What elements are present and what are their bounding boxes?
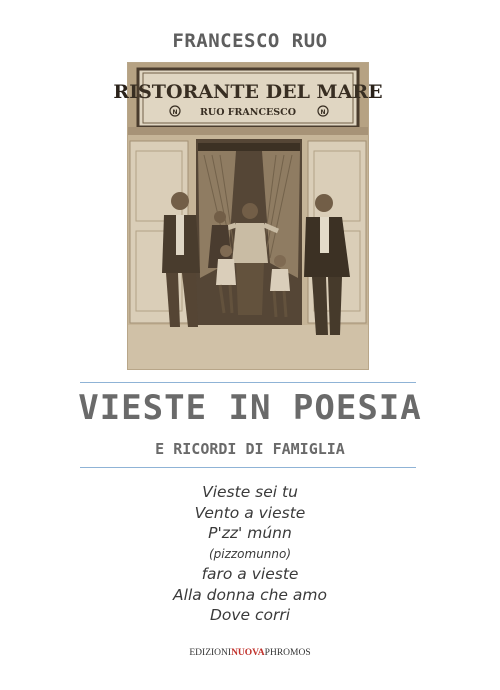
restaurant-photo-illustration: [113, 63, 383, 369]
publisher-name: [0, 648, 500, 658]
sign-sub-text: RUO FRANCESCO: [200, 107, 296, 118]
publisher-part-3: PHROMOS: [264, 648, 311, 658]
book-subtitle: E RICORDI DI FAMIGLIA: [155, 440, 345, 458]
poem-item: Vento a vieste: [194, 503, 306, 522]
poem-list: [0, 482, 500, 626]
poem-item-note: (pizzomunno): [208, 546, 292, 561]
sign-badge-left-text: N: [172, 109, 178, 116]
poem-item: Alla donna che amo: [173, 585, 327, 604]
publisher-part-1: EDIZIONI: [189, 648, 232, 658]
author-name: FRANCESCO RUO: [172, 30, 328, 52]
title-bottom-rule: [80, 467, 416, 468]
poem-item: P'zz' múnn: [208, 524, 292, 542]
sign-main-text: RISTORANTE DEL MARE: [113, 81, 383, 103]
poem-item: Vieste sei tu: [202, 483, 298, 501]
poem-item: faro a vieste: [201, 565, 299, 583]
title-top-rule: [80, 382, 416, 383]
sign-badge-right-text: N: [320, 109, 326, 116]
poem-item: Dove corri: [209, 606, 291, 624]
book-title: VIESTE IN POESIA: [78, 388, 422, 428]
cover-photo: [113, 62, 383, 370]
publisher-part-2: NUOVA: [231, 648, 265, 658]
